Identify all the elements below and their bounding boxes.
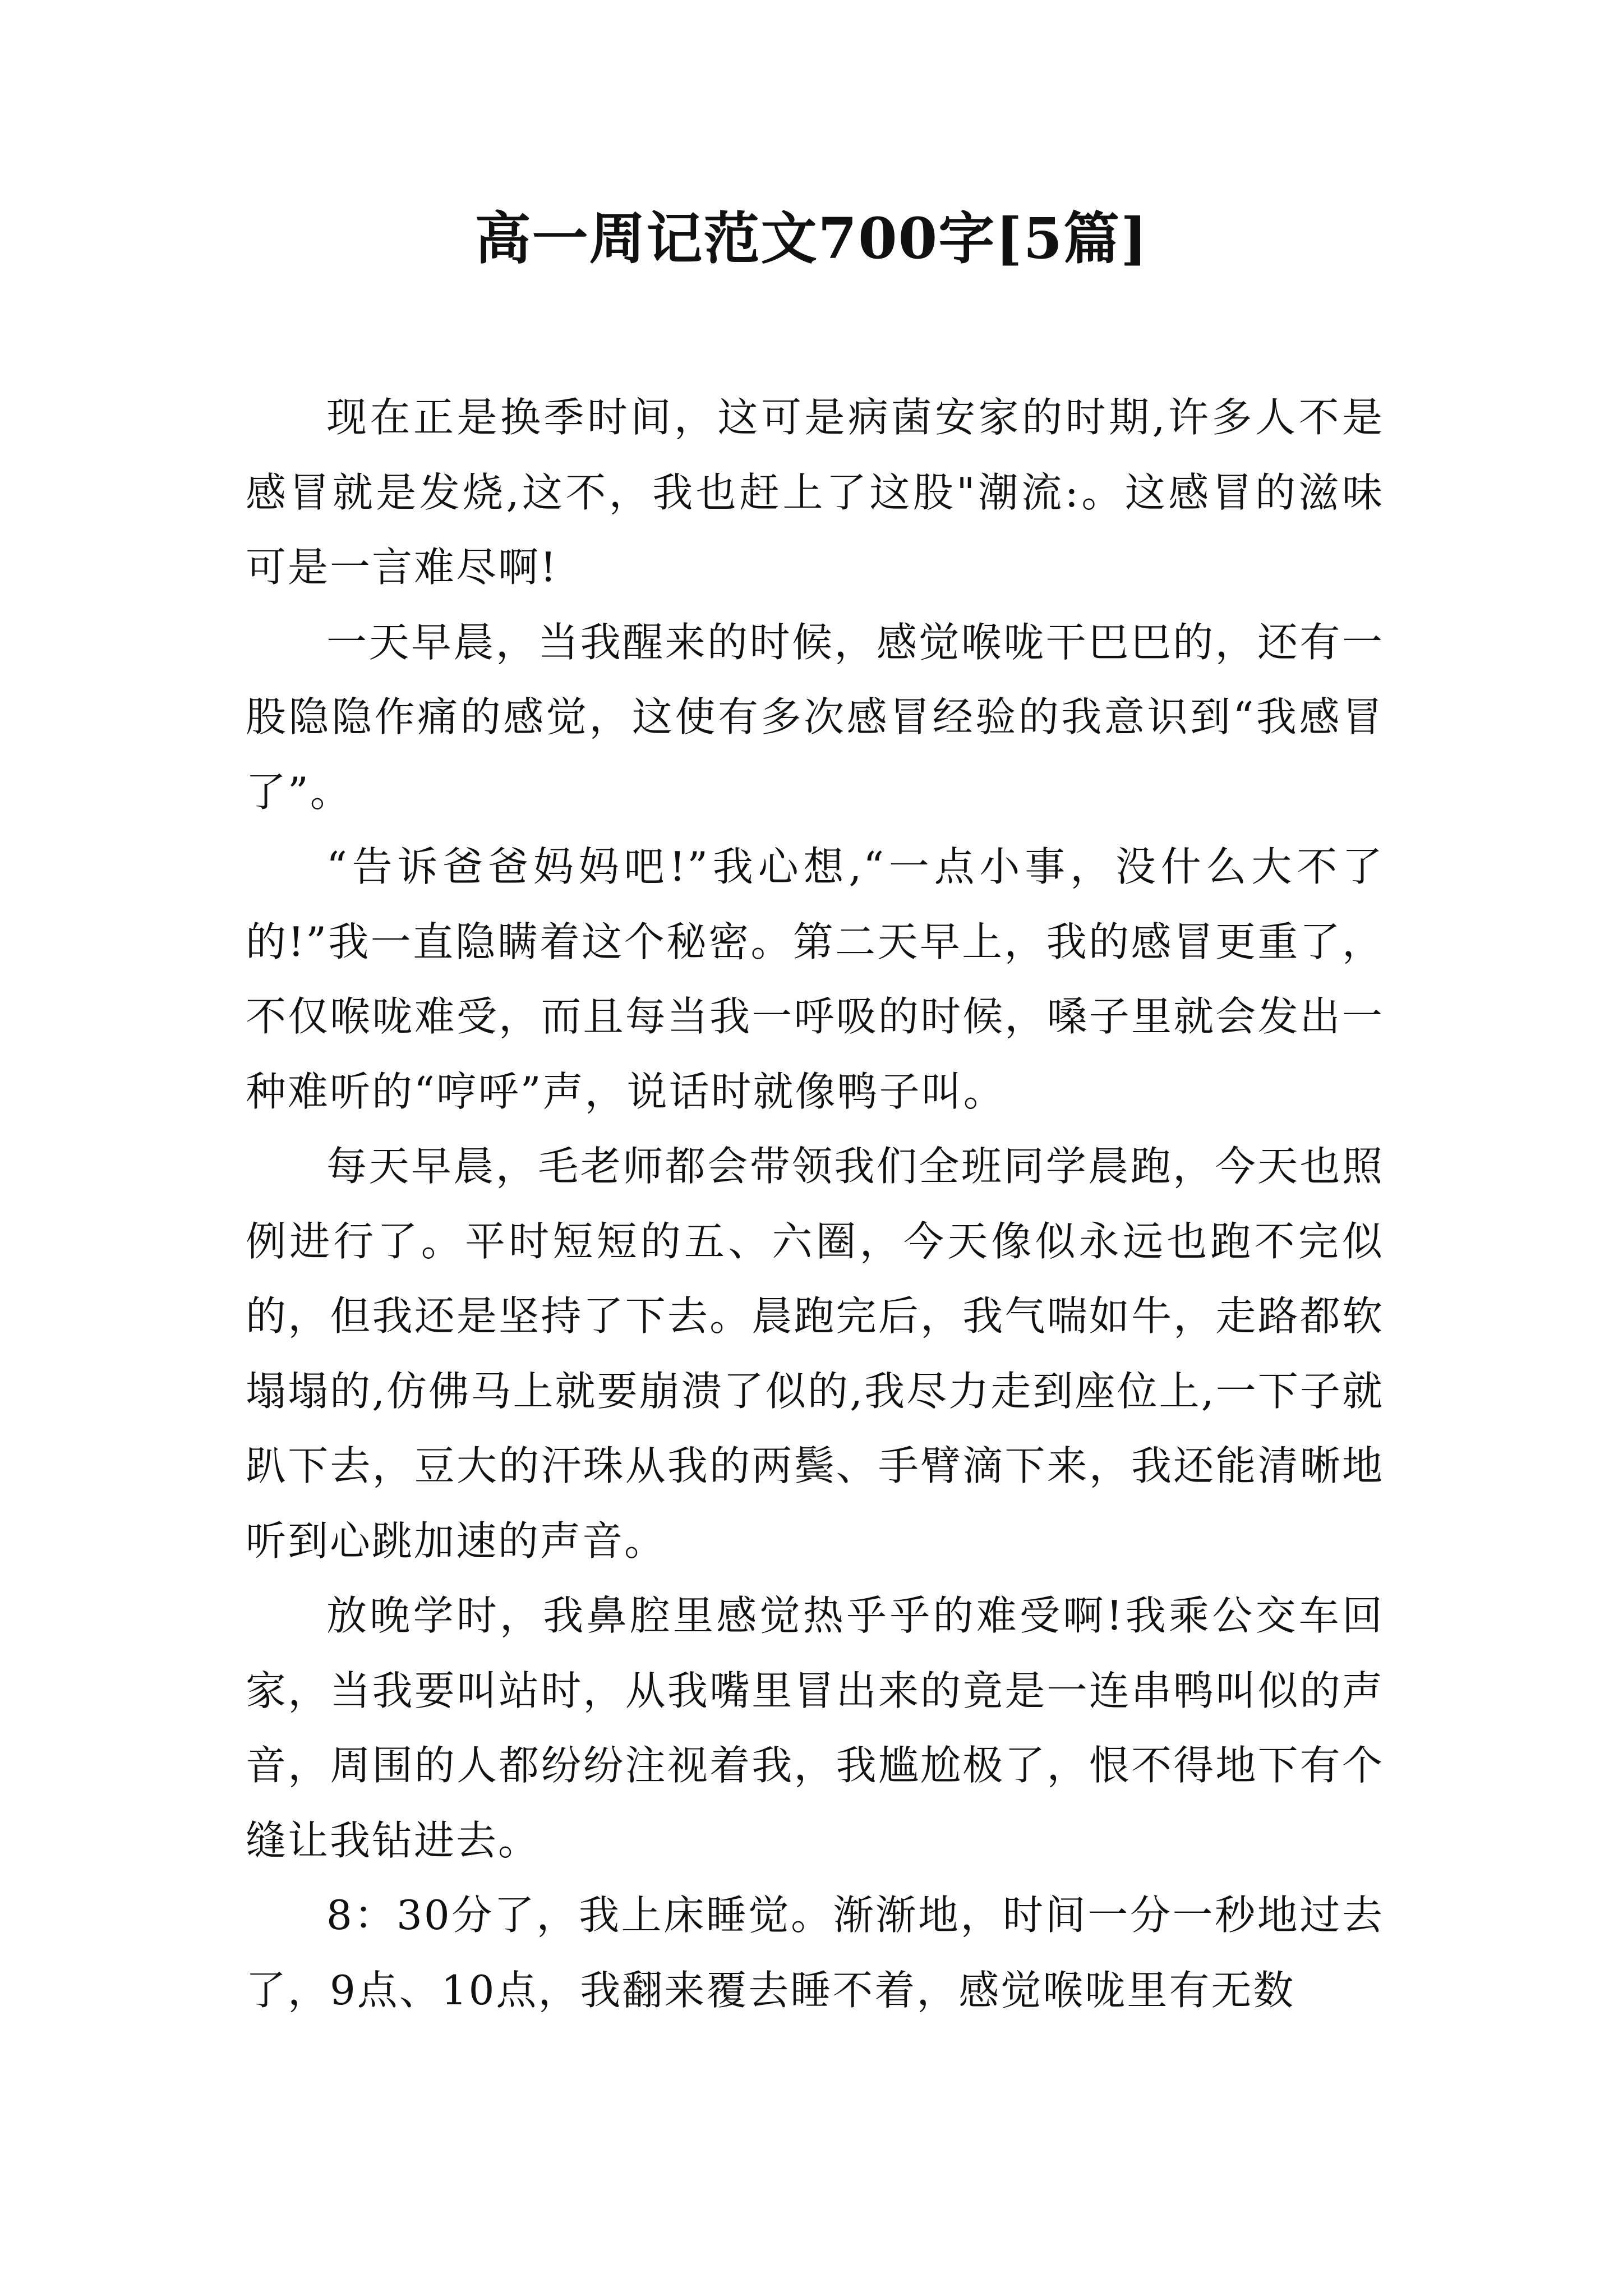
paragraph-2: 一天早晨，当我醒来的时候，感觉喉咙干巴巴的，还有一股隐隐作痛的感觉，这使有多次感冒经验的我意识到“我感冒了”。	[246, 618, 1384, 816]
paragraph-1: 现在正是换季时间，这可是病菌安家的时期,许多人不是感冒就是发烧,这不，我也赶上了这股"潮流:。这感冒的滋味可是一言难尽啊!	[246, 394, 1384, 591]
document-title: 高一周记范文700字[5篇]	[474, 205, 1149, 272]
document-body	[246, 380, 1384, 2028]
paragraph-5: 放晚学时，我鼻腔里感觉热乎乎的难受啊!我乘公交车回家，当我要叫站时，从我嘴里冒出来的竟是一连串鸭叫似的声音，周围的人都纷纷注视着我，我尴尬极了，恨不得地下有个缝让我钻进去。	[246, 1592, 1384, 1864]
paragraph-3: “告诉爸爸妈妈吧!”我心想,“一点小事，没什么大不了的!”我一直隐瞒着这个秘密。第二天早上，我的感冒更重了，不仅喉咙难受，而且每当我一呼吸的时候，嗓子里就会发出一种难听的“哼呼”声，说话时就像鸭子叫。	[246, 843, 1384, 1115]
paragraph-6: 8：30分了，我上床睡觉。渐渐地，时间一分一秒地过去了，9点、10点，我翻来覆去睡不着，感觉喉咙里有无数	[246, 1892, 1384, 2014]
paragraph-4: 每天早晨，毛老师都会带领我们全班同学晨跑，今天也照例进行了。平时短短的五、六圈，今天像似永远也跑不完似的，但我还是坚持了下去。晨跑完后，我气喘如牛，走路都软塌塌的,仿佛马上就要崩溃了似的,我尽力走到座位上,一下子就趴下去，豆大的汗珠从我的两鬓、手臂滴下来，我还能清晰地听到心跳加速的声音。	[246, 1143, 1384, 1565]
